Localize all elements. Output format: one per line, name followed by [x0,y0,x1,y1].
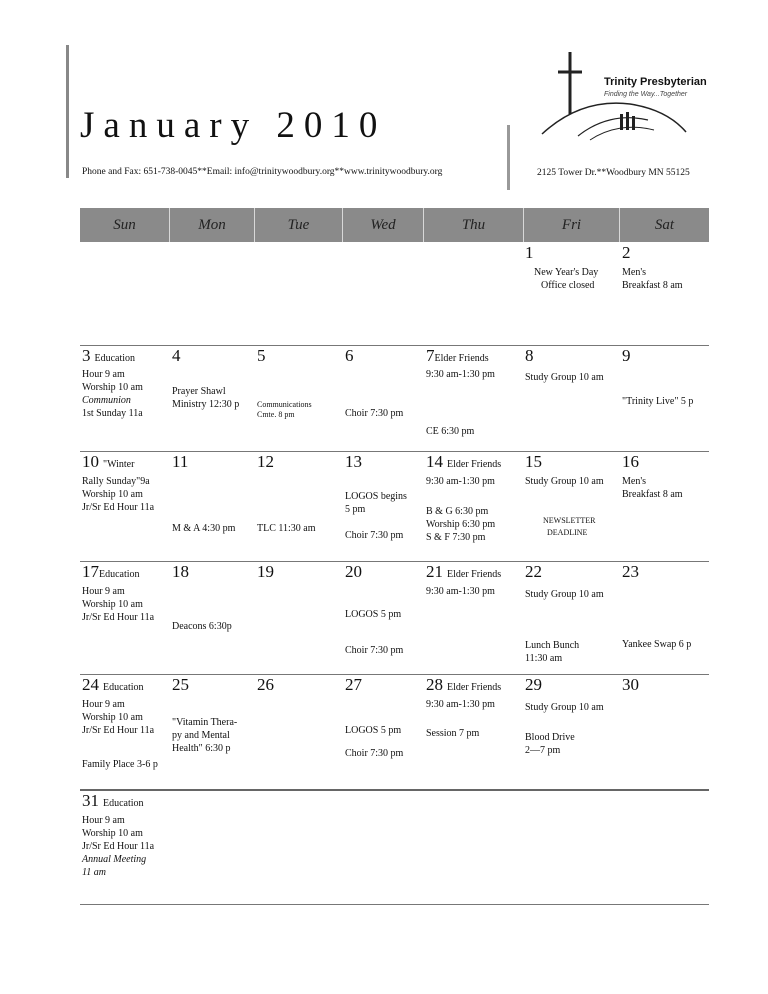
event: Education [103,798,144,809]
event: Prayer Shawl [172,386,226,397]
day-cell [620,243,709,345]
event: Blood Drive [525,732,575,743]
week-row [80,675,709,791]
weekday-wed: Wed [343,208,424,242]
event: Worship 6:30 pm [426,519,496,530]
day-number: 20 [345,562,362,581]
event: 11 am [82,867,106,878]
event: Jr/Sr Ed Hour 11a [82,725,155,736]
event: Breakfast 8 am [622,489,683,500]
event: Hour 9 am [82,699,125,710]
event: Ministry 12:30 p [172,399,240,410]
day-cell [80,452,170,561]
day-cell [255,562,343,674]
logo-tagline: Finding the Way...Together [604,91,688,98]
day-number: 7 [426,346,435,365]
day-cell [523,562,620,674]
event: Health" 6:30 p [172,743,231,754]
event: Yankee Swap 6 p [622,639,692,650]
day-cell [343,346,424,451]
event: Session 7 pm [426,728,480,739]
day-cell [424,452,523,561]
day-cell [255,346,343,451]
day-number: 31 [82,791,99,810]
event: TLC 11:30 am [257,523,316,534]
day-number: 17 [82,562,99,581]
event: Jr/Sr Ed Hour 11a [82,841,155,852]
day-cell [170,452,255,561]
event: Study Group 10 am [525,589,604,600]
day-number: 4 [172,346,181,365]
event: 2—7 pm [525,745,561,756]
day-number: 2 [622,243,631,262]
event: 1st Sunday 11a [82,408,143,419]
day-cell [80,346,170,451]
day-cell [523,675,620,789]
day-cell [80,791,170,904]
day-number: 19 [257,562,274,581]
event: Worship 10 am [82,599,143,610]
logo-name: Trinity Presbyterian [604,76,707,88]
event: Worship 10 am [82,382,143,393]
event: 9:30 am-1:30 pm [426,369,495,380]
event: Study Group 10 am [525,372,604,383]
event: Hour 9 am [82,815,125,826]
event: Choir 7:30 pm [345,530,404,541]
day-cell [170,675,255,789]
week-row [80,791,709,905]
event: Study Group 10 am [525,702,604,713]
weekday-tue: Tue [255,208,343,242]
church-logo [538,50,688,160]
day-number: 9 [622,346,631,365]
event: DEADLINE [547,528,588,537]
day-number: 10 [82,452,99,471]
event: "Trinity Live" 5 p [622,396,694,407]
event: M & A 4:30 pm [172,523,236,534]
weekday-header [80,208,709,242]
week-row [80,346,709,452]
day-number: 26 [257,675,274,694]
day-number: 11 [172,452,189,471]
event: New Year's Day [534,267,599,278]
event: 9:30 am-1:30 pm [426,699,495,710]
event: LOGOS 5 pm [345,725,402,736]
day-cell [620,675,709,789]
day-number: 23 [622,562,639,581]
weekday-sat: Sat [654,217,675,233]
day-number: 18 [172,562,189,581]
day-cell [620,346,709,451]
day-number: 6 [345,346,354,365]
day-cell [620,562,709,674]
day-number: 28 [426,675,443,694]
day-cell [523,243,620,345]
event: "Winter [103,459,135,470]
event: Family Place 3-6 p [82,759,158,770]
day-number: 16 [622,452,639,471]
week-row [80,562,709,675]
day-cell [620,452,709,561]
event: Worship 10 am [82,489,143,500]
event: 9:30 am-1:30 pm [426,586,495,597]
event: Elder Friends [447,682,502,693]
event: 5 pm [345,504,366,515]
day-cell [343,675,424,789]
weekday-sun: Sun [80,208,170,242]
day-cell [80,562,170,674]
day-cell [343,562,424,674]
address-line: 2125 Tower Dr.**Woodbury MN 55125 [537,168,690,178]
event: Education [103,682,144,693]
event: Elder Friends [447,569,502,580]
event: Elder Friends [434,353,489,364]
event: Breakfast 8 am [622,280,683,291]
event: Communications [257,400,312,409]
event: Education [99,569,140,580]
day-number: 3 [82,346,91,365]
event: Cmte. 8 pm [257,410,295,419]
day-cell [343,452,424,561]
day-number: 21 [426,562,443,581]
weekday-fri: Fri [524,208,620,242]
event: Office closed [541,280,595,291]
day-number: 27 [345,675,362,694]
event: Jr/Sr Ed Hour 11a [82,612,155,623]
event: 11:30 am [525,653,563,664]
day-cell [523,346,620,451]
event: Men's [622,267,647,278]
event: Choir 7:30 pm [345,645,404,656]
event: CE 6:30 pm [426,426,475,437]
day-number: 15 [525,452,542,471]
event: Worship 10 am [82,828,143,839]
weekday-thu: Thu [424,208,524,242]
day-cell [255,675,343,789]
week-row [80,243,709,346]
day-number: 24 [82,675,99,694]
event: Education [94,353,136,364]
event: S & F 7:30 pm [426,532,486,543]
event: py and Mental [172,730,230,741]
day-cell [80,675,170,789]
day-cell [424,562,523,674]
header-left-rule [66,45,69,178]
event: Men's [622,476,647,487]
event: Lunch Bunch [525,640,580,651]
day-cell [255,452,343,561]
day-cell [170,346,255,451]
event: 9:30 am-1:30 pm [426,476,495,487]
event: Jr/Sr Ed Hour 11a [82,502,155,513]
page-title: January 2010 [80,105,387,146]
event: Choir 7:30 pm [345,748,404,759]
weekday-mon: Mon [170,208,255,242]
day-number: 25 [172,675,189,694]
event: Communion [82,395,131,406]
event: Choir 7:30 pm [345,408,404,419]
event: Annual Meeting [82,854,147,865]
event: "Vitamin Thera- [172,717,238,728]
day-cell [170,562,255,674]
event: Elder Friends [447,459,502,470]
day-number: 22 [525,562,542,581]
event: LOGOS 5 pm [345,609,402,620]
day-cell [523,452,620,561]
event: Deacons 6:30p [172,621,232,632]
day-number: 5 [257,346,266,365]
day-number: 12 [257,452,274,471]
event: Hour 9 am [82,586,125,597]
contact-line: Phone and Fax: 651-738-0045**Email: info@trinitywoodbury.org**www.trinitywoodbury.org [82,167,443,177]
day-cell [424,346,523,451]
day-number: 13 [345,452,362,471]
event: Rally Sunday"9a [82,476,150,487]
day-cell [424,675,523,789]
header-right-rule [507,125,510,190]
event: Hour 9 am [82,369,125,380]
event: LOGOS begins [345,491,407,502]
event: NEWSLETTER [543,516,596,525]
day-number: 1 [525,243,534,262]
day-number: 29 [525,675,542,694]
event: Study Group 10 am [525,476,604,487]
day-number: 14 [426,452,443,471]
day-number: 8 [525,346,534,365]
event: B & G 6:30 pm [426,506,489,517]
event: Worship 10 am [82,712,143,723]
week-row [80,452,709,562]
day-number: 30 [622,675,639,694]
